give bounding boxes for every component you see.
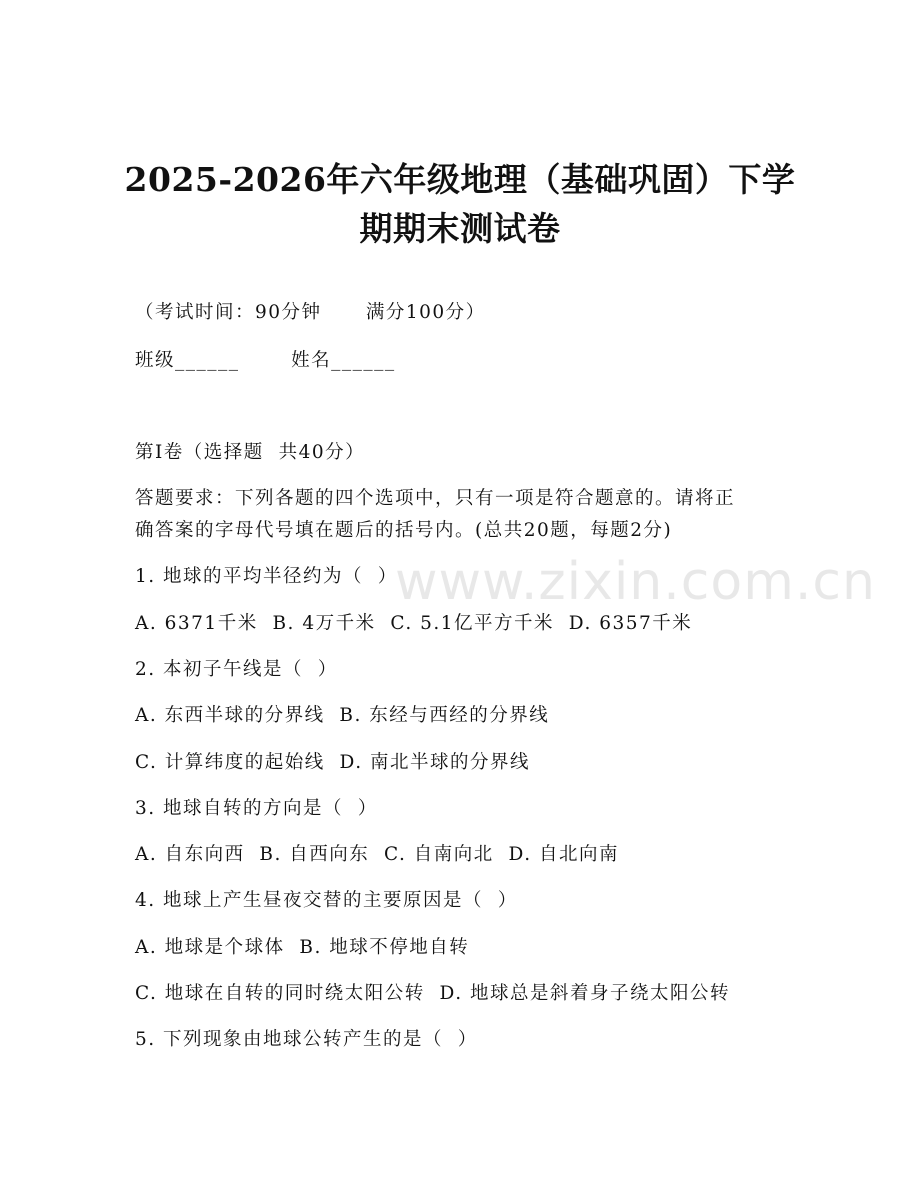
instructions-line-2: 确答案的字母代号填在题后的括号内。(总共20题，每题2分) (135, 520, 673, 541)
question-2: 2. 本初子午线是（ ） (135, 659, 338, 680)
watermark: www.zixin.com.cn (395, 552, 876, 612)
question-4-options-cd: C. 地球在自转的同时绕太阳公转 D. 地球总是斜着身子绕太阳公转 (135, 983, 730, 1004)
question-4: 4. 地球上产生昼夜交替的主要原因是（ ） (135, 890, 518, 911)
question-5: 5. 下列现象由地球公转产生的是（ ） (135, 1029, 478, 1050)
document-title-line-2: 期期末测试卷 (359, 209, 561, 248)
question-1-options: A. 6371千米 B. 4万千米 C. 5.1亿平方千米 D. 6357千米 (135, 613, 693, 634)
question-1: 1. 地球的平均半径约为（ ） (135, 566, 398, 587)
exam-info: （考试时间：90分钟 满分100分） (135, 302, 486, 323)
question-4-options-ab: A. 地球是个球体 B. 地球不停地自转 (135, 937, 470, 958)
question-2-options-cd: C. 计算纬度的起始线 D. 南北半球的分界线 (135, 752, 530, 773)
document-title-line-1: 2025-2026年六年级地理（基础巩固）下学 (124, 160, 796, 199)
question-2-options-ab: A. 东西半球的分界线 B. 东经与西经的分界线 (135, 705, 550, 726)
question-3: 3. 地球自转的方向是（ ） (135, 798, 378, 819)
class-name-line: 班级______ 姓名______ (135, 350, 396, 371)
question-3-options: A. 自东向西 B. 自西向东 C. 自南向北 D. 自北向南 (135, 844, 619, 865)
section-heading: 第I卷（选择题 共40分） (135, 442, 366, 463)
instructions-line-1: 答题要求：下列各题的四个选项中，只有一项是符合题意的。请将正 (135, 488, 736, 509)
